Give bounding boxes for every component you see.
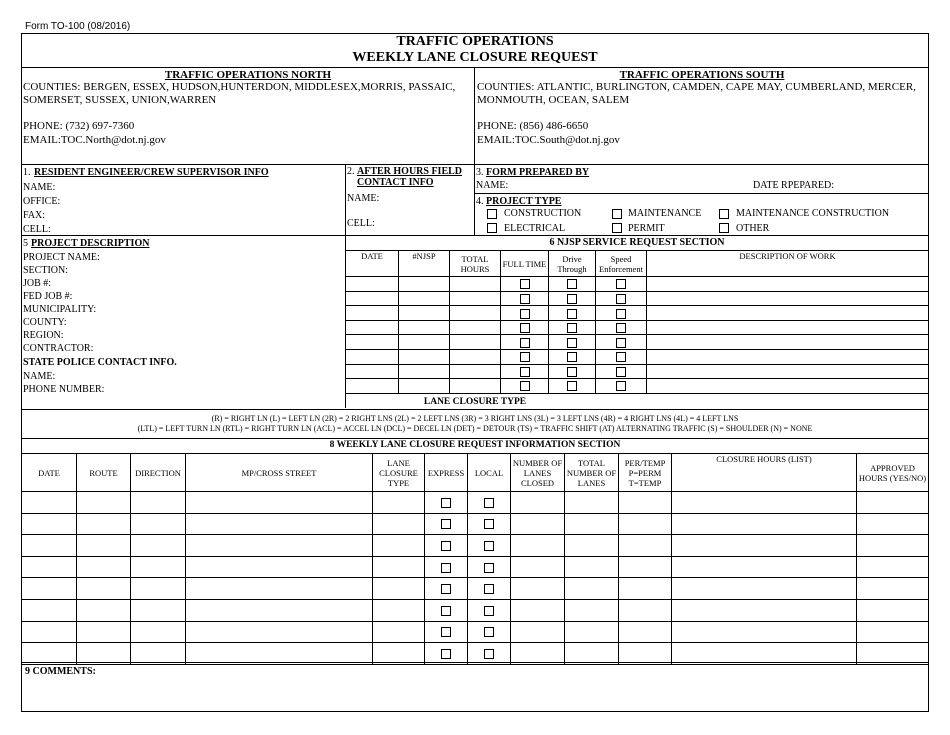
police-name-label: NAME: [23,371,56,382]
request-cell[interactable] [131,578,186,600]
request-cell[interactable] [373,578,425,600]
request-cell[interactable] [186,513,373,535]
section5-heading: PROJECT DESCRIPTION [31,238,150,249]
local-checkbox[interactable] [484,519,494,529]
police-heading: STATE POLICE CONTACT INFO. [23,357,177,368]
req-col-per-temp: PER/TEMP P=PERM T=TEMP [619,454,672,492]
request-cell[interactable] [619,643,672,665]
section4-num: 4. [476,196,484,207]
section2-heading-2: CONTACT INFO [357,177,434,188]
lane-closure-heading: LANE CLOSURE TYPE [423,397,527,407]
request-cell[interactable] [77,578,131,600]
njsp-cell[interactable] [596,349,647,364]
permit-label: PERMIT [628,223,665,234]
construction-label: CONSTRUCTION [504,208,582,219]
req-col-total-lanes: TOTAL NUMBER OF LANES [565,454,619,492]
njsp-cell[interactable] [549,291,596,306]
north-counties-2: SOMERSET, SUSSEX, UNION,WARREN [23,94,217,106]
njsp-cell[interactable] [596,277,647,292]
request-cell[interactable] [373,599,425,621]
drive-through-checkbox[interactable] [567,294,577,304]
njsp-cell[interactable] [399,277,450,292]
south-heading: TRAFFIC OPERATIONS SOUTH [619,69,785,81]
form-id: Form TO-100 (08/2016) [25,21,131,32]
njsp-cell[interactable] [647,320,929,335]
njsp-cell[interactable] [596,379,647,394]
request-cell[interactable] [857,599,929,621]
njsp-col-drive-through: Drive Through [549,251,596,277]
local-checkbox[interactable] [484,498,494,508]
drive-through-checkbox[interactable] [567,381,577,391]
other-checkbox[interactable] [719,223,729,233]
njsp-col-total-hours: TOTAL HOURS [450,251,501,277]
request-cell[interactable] [672,578,857,600]
request-row [22,513,929,535]
lane-closure-line2: (LTL) = LEFT TURN LN (RTL) = RIGHT TURN LN (ACL) = ACCEL LN (DCL) = DECEL LN (DET) = DETOUR (TS) = TRAFFIC SHIFT (AT) ALTERNATING TRAFFIC (S) = SHOULDER (N) = NONE [137,424,813,433]
request-cell[interactable] [77,492,131,514]
njsp-cell[interactable] [450,277,501,292]
north-heading: TRAFFIC OPERATIONS NORTH [164,69,332,81]
njsp-cell[interactable] [399,335,450,350]
njsp-cell[interactable] [596,364,647,379]
request-cell[interactable] [672,513,857,535]
request-cell[interactable] [373,492,425,514]
njsp-cell[interactable] [399,364,450,379]
njsp-cell[interactable] [346,379,399,394]
njsp-cell[interactable] [346,291,399,306]
request-cell[interactable] [565,599,619,621]
request-cell[interactable] [565,535,619,557]
speed-enforcement-checkbox[interactable] [616,323,626,333]
full-time-checkbox[interactable] [520,367,530,377]
request-cell[interactable] [511,578,565,600]
njsp-cell[interactable] [549,364,596,379]
section2-name-label: NAME: [347,193,380,204]
section1-cell-label: CELL: [23,224,51,235]
other-label: OTHER [736,223,770,234]
njsp-cell[interactable] [549,349,596,364]
njsp-cell[interactable] [450,320,501,335]
njsp-cell[interactable] [596,306,647,321]
express-checkbox[interactable] [441,541,451,551]
request-cell[interactable] [672,643,857,665]
request-cell[interactable] [619,492,672,514]
municipality-label: MUNICIPALITY: [23,304,97,315]
request-cell[interactable] [672,556,857,578]
njsp-row [346,349,929,364]
request-cell[interactable] [565,556,619,578]
njsp-cell[interactable] [647,379,929,394]
request-cell[interactable] [22,599,77,621]
req-col-mp: MP/CROSS STREET [186,454,373,492]
request-cell[interactable] [857,621,929,643]
request-cell[interactable] [468,535,511,557]
section6-heading: 6 NJSP SERVICE REQUEST SECTION [549,237,725,248]
request-cell[interactable] [22,643,77,665]
njsp-cell[interactable] [501,277,549,292]
south-email: EMAIL:TOC.South@dot.nj.gov [477,134,620,146]
request-cell[interactable] [22,578,77,600]
request-cell[interactable] [511,621,565,643]
request-cell[interactable] [511,556,565,578]
request-cell[interactable] [131,492,186,514]
speed-enforcement-checkbox[interactable] [616,367,626,377]
njsp-cell[interactable] [399,349,450,364]
request-cell[interactable] [857,556,929,578]
speed-enforcement-checkbox[interactable] [616,294,626,304]
section-label: SECTION: [23,265,68,276]
njsp-cell[interactable] [399,291,450,306]
section3-name-label: NAME: [476,180,509,191]
request-cell[interactable] [511,643,565,665]
title-line1: TRAFFIC OPERATIONS [396,34,554,49]
njsp-cell[interactable] [596,320,647,335]
njsp-cell[interactable] [450,379,501,394]
njsp-cell[interactable] [346,335,399,350]
local-checkbox[interactable] [484,627,494,637]
section1-name-label: NAME: [23,182,56,193]
section2-num: 2. [347,166,355,177]
comments-area[interactable] [22,678,928,711]
section1-heading: RESIDENT ENGINEER/CREW SUPERVISOR INFO [34,167,269,178]
request-cell[interactable] [672,621,857,643]
njsp-col-date: DATE [346,251,399,277]
request-cell[interactable] [22,556,77,578]
request-cell[interactable] [131,599,186,621]
request-cell[interactable] [186,492,373,514]
section3-num: 3. [476,167,484,178]
drive-through-checkbox[interactable] [567,338,577,348]
drive-through-checkbox[interactable] [567,367,577,377]
request-cell[interactable] [619,535,672,557]
drive-through-checkbox[interactable] [567,309,577,319]
comments-label: 9 COMMENTS: [25,666,96,677]
request-cell[interactable] [468,643,511,665]
local-checkbox[interactable] [484,584,494,594]
request-cell[interactable] [857,492,929,514]
njsp-cell[interactable] [549,306,596,321]
north-counties-1: COUNTIES: BERGEN, ESSEX, HUDSON,HUNTERDON, MIDDLESEX,MORRIS, PASSAIC, [23,81,456,93]
njsp-cell[interactable] [501,379,549,394]
njsp-cell[interactable] [399,306,450,321]
request-cell[interactable] [131,621,186,643]
njsp-row [346,277,929,292]
njsp-col-number: #NJSP [399,251,450,277]
njsp-cell[interactable] [346,349,399,364]
request-cell[interactable] [425,556,468,578]
request-cell[interactable] [857,578,929,600]
section2-cell-label: CELL: [347,218,375,229]
maintenance-construction-label: MAINTENANCE CONSTRUCTION [736,208,890,219]
fed-job-label: FED JOB #: [23,291,73,302]
request-row [22,578,929,600]
njsp-row [346,335,929,350]
request-cell[interactable] [425,513,468,535]
njsp-col-full-time: FULL TIME [501,251,549,277]
express-checkbox[interactable] [441,649,451,659]
njsp-row [346,364,929,379]
lane-closure-line1: (R) = RIGHT LN (L) = LEFT LN (2R) = 2 RIGHT LNS (2L) = 2 LEFT LNS (3R) = 3 RIGHT LNS (3L) = 3 LEFT LNS (4R) = 4 RIGHT LNS (4L) = 4 LEFT LNS [211,414,739,423]
request-cell[interactable] [425,492,468,514]
request-cell[interactable] [22,535,77,557]
njsp-cell[interactable] [399,320,450,335]
njsp-cell[interactable] [346,364,399,379]
request-cell[interactable] [619,513,672,535]
express-checkbox[interactable] [441,498,451,508]
region-label: REGION: [23,330,64,341]
njsp-cell[interactable] [450,335,501,350]
request-cell[interactable] [373,643,425,665]
request-cell[interactable] [186,643,373,665]
req-col-date: DATE [22,454,77,492]
request-cell[interactable] [565,643,619,665]
south-counties-2: MONMOUTH, OCEAN, SALEM [477,94,630,106]
express-checkbox[interactable] [441,627,451,637]
njsp-cell[interactable] [501,320,549,335]
drive-through-checkbox[interactable] [567,323,577,333]
south-phone: PHONE: (856) 486-6650 [477,120,589,132]
local-checkbox[interactable] [484,606,494,616]
request-cell[interactable] [425,621,468,643]
request-cell[interactable] [425,535,468,557]
request-cell[interactable] [373,535,425,557]
njsp-cell[interactable] [346,320,399,335]
construction-checkbox[interactable] [487,209,497,219]
njsp-cell[interactable] [501,349,549,364]
request-row [22,599,929,621]
request-cell[interactable] [468,621,511,643]
request-cell[interactable] [131,535,186,557]
njsp-cell[interactable] [501,306,549,321]
request-cell[interactable] [77,621,131,643]
speed-enforcement-checkbox[interactable] [616,279,626,289]
req-col-local: LOCAL [468,454,511,492]
request-cell[interactable] [619,556,672,578]
request-cell[interactable] [468,492,511,514]
request-cell[interactable] [511,599,565,621]
express-checkbox[interactable] [441,519,451,529]
request-row [22,492,929,514]
request-cell[interactable] [672,535,857,557]
njsp-table [345,250,929,394]
speed-enforcement-checkbox[interactable] [616,352,626,362]
njsp-cell[interactable] [647,349,929,364]
full-time-checkbox[interactable] [520,309,530,319]
njsp-col-speed: Speed Enforcement [596,251,647,277]
request-cell[interactable] [565,492,619,514]
request-cell[interactable] [186,556,373,578]
title-line2: WEEKLY LANE CLOSURE REQUEST [352,50,598,65]
project-name-label: PROJECT NAME: [23,252,100,263]
request-row [22,535,929,557]
speed-enforcement-checkbox[interactable] [616,309,626,319]
south-counties-1: COUNTIES: ATLANTIC, BURLINGTON, CAMDEN, CAPE MAY, CUMBERLAND, MERCER, [477,81,916,93]
njsp-cell[interactable] [346,306,399,321]
request-cell[interactable] [77,513,131,535]
request-cell[interactable] [131,513,186,535]
express-checkbox[interactable] [441,584,451,594]
full-time-checkbox[interactable] [520,323,530,333]
req-col-express: EXPRESS [425,454,468,492]
county-label: COUNTY: [23,317,67,328]
request-row [22,621,929,643]
maintenance-construction-checkbox[interactable] [719,209,729,219]
njsp-cell[interactable] [450,349,501,364]
njsp-cell[interactable] [450,291,501,306]
maintenance-label: MAINTENANCE [628,208,702,219]
request-cell[interactable] [511,513,565,535]
permit-checkbox[interactable] [612,223,622,233]
req-col-route: ROUTE [77,454,131,492]
request-cell[interactable] [131,556,186,578]
request-row [22,556,929,578]
electrical-label: ELECTRICAL [504,223,566,234]
request-cell[interactable] [468,513,511,535]
request-cell[interactable] [77,599,131,621]
njsp-cell[interactable] [647,291,929,306]
njsp-cell[interactable] [549,320,596,335]
request-cell[interactable] [373,556,425,578]
njsp-col-description: DESCRIPTION OF WORK [647,251,929,277]
njsp-cell[interactable] [596,335,647,350]
request-cell[interactable] [468,578,511,600]
req-col-closure-hours: CLOSURE HOURS (LIST) [672,454,857,492]
request-cell[interactable] [425,599,468,621]
drive-through-checkbox[interactable] [567,279,577,289]
request-cell[interactable] [22,492,77,514]
request-cell[interactable] [619,578,672,600]
express-checkbox[interactable] [441,606,451,616]
full-time-checkbox[interactable] [520,352,530,362]
request-cell[interactable] [22,621,77,643]
full-time-checkbox[interactable] [520,381,530,391]
req-col-direction: DIRECTION [131,454,186,492]
request-row [22,643,929,665]
section4-heading: PROJECT TYPE [486,196,562,207]
north-email: EMAIL:TOC.North@dot.nj.gov [23,134,166,146]
request-cell[interactable] [565,578,619,600]
request-cell[interactable] [186,621,373,643]
req-col-approved: APPROVED HOURS (YES/NO) [857,454,929,492]
express-checkbox[interactable] [441,563,451,573]
njsp-cell[interactable] [596,291,647,306]
lane-request-table [21,453,929,665]
section1-fax-label: FAX: [23,210,46,221]
njsp-row [346,379,929,394]
full-time-checkbox[interactable] [520,338,530,348]
njsp-cell[interactable] [346,277,399,292]
request-cell[interactable] [22,513,77,535]
njsp-cell[interactable] [501,364,549,379]
req-col-lanes-closed: NUMBER OF LANES CLOSED [511,454,565,492]
job-label: JOB #: [23,278,52,289]
request-cell[interactable] [511,492,565,514]
speed-enforcement-checkbox[interactable] [616,381,626,391]
njsp-cell[interactable] [647,277,929,292]
njsp-cell[interactable] [450,364,501,379]
section3-heading: FORM PREPARED BY [486,167,590,178]
electrical-checkbox[interactable] [487,223,497,233]
njsp-row [346,291,929,306]
request-cell[interactable] [373,513,425,535]
request-cell[interactable] [186,578,373,600]
njsp-cell[interactable] [501,335,549,350]
request-cell[interactable] [565,621,619,643]
section5-num: 5 [23,238,28,249]
njsp-cell[interactable] [399,379,450,394]
local-checkbox[interactable] [484,541,494,551]
drive-through-checkbox[interactable] [567,352,577,362]
request-cell[interactable] [425,643,468,665]
request-cell[interactable] [77,556,131,578]
request-cell[interactable] [373,621,425,643]
local-checkbox[interactable] [484,563,494,573]
request-cell[interactable] [131,643,186,665]
full-time-checkbox[interactable] [520,279,530,289]
request-cell[interactable] [619,599,672,621]
request-cell[interactable] [619,621,672,643]
njsp-cell[interactable] [647,335,929,350]
njsp-row [346,320,929,335]
section2-heading-1: AFTER HOURS FIELD [357,166,463,177]
police-phone-label: PHONE NUMBER: [23,384,105,395]
local-checkbox[interactable] [484,649,494,659]
request-cell[interactable] [186,599,373,621]
request-cell[interactable] [511,535,565,557]
njsp-cell[interactable] [501,291,549,306]
njsp-cell[interactable] [647,364,929,379]
request-cell[interactable] [468,556,511,578]
section8-heading: 8 WEEKLY LANE CLOSURE REQUEST INFORMATION SECTION [329,440,621,450]
njsp-cell[interactable] [450,306,501,321]
speed-enforcement-checkbox[interactable] [616,338,626,348]
njsp-cell[interactable] [549,277,596,292]
request-cell[interactable] [857,643,929,665]
request-cell[interactable] [77,535,131,557]
request-cell[interactable] [857,535,929,557]
section3-date-label: DATE RPEPARED: [753,180,835,191]
request-cell[interactable] [468,599,511,621]
req-col-lane-type: LANE CLOSURE TYPE [373,454,425,492]
njsp-cell[interactable] [549,379,596,394]
request-cell[interactable] [186,535,373,557]
request-cell[interactable] [672,492,857,514]
njsp-cell[interactable] [549,335,596,350]
request-cell[interactable] [77,643,131,665]
request-cell[interactable] [425,578,468,600]
njsp-cell[interactable] [647,306,929,321]
maintenance-checkbox[interactable] [612,209,622,219]
section1-num: 1. [23,167,31,178]
request-cell[interactable] [857,513,929,535]
request-cell[interactable] [565,513,619,535]
contractor-label: CONTRACTOR: [23,343,94,354]
section1-office-label: OFFICE: [23,196,61,207]
full-time-checkbox[interactable] [520,294,530,304]
request-cell[interactable] [672,599,857,621]
north-phone: PHONE: (732) 697-7360 [23,120,135,132]
njsp-row [346,306,929,321]
